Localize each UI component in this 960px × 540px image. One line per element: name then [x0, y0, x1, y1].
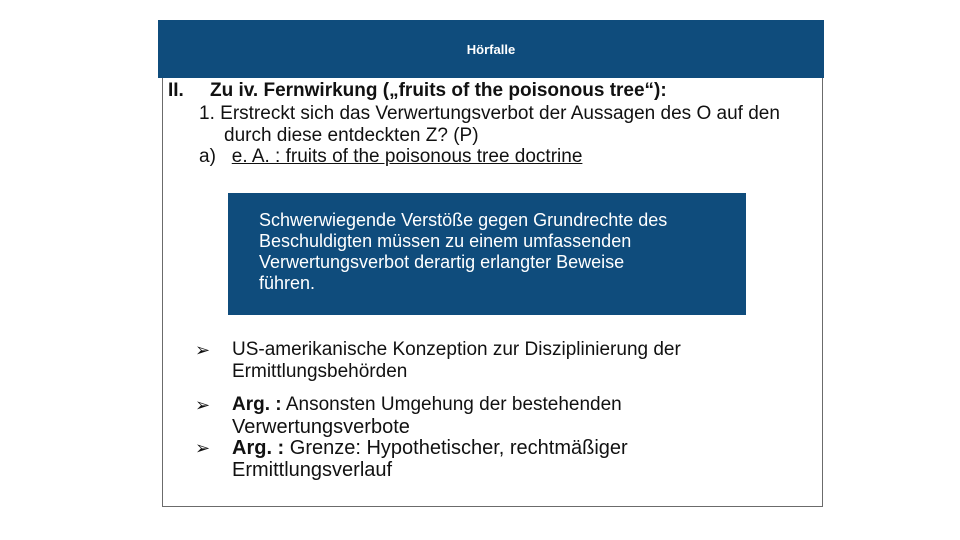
item-1-number: 1. — [199, 103, 215, 124]
arrow-bullet-icon: ➢ — [195, 395, 211, 415]
arrow-bullet-icon: ➢ — [195, 340, 211, 360]
quote-box — [228, 193, 746, 315]
bullet-2-line-2: Verwertungsverbote — [232, 416, 410, 438]
header-title: Hörfalle — [466, 41, 516, 57]
item-a-marker: a) — [199, 146, 216, 167]
bullet-1-line-1: US-amerikanische Konzeption zur Disziplinierung der — [232, 339, 681, 360]
quote-line-4: führen. — [259, 273, 316, 293]
section-heading-text: Zu iv. Fernwirkung („fruits of the poisonous tree“): — [210, 80, 667, 101]
section-number: II. — [168, 80, 184, 101]
arrow-bullet-icon: ➢ — [195, 438, 211, 458]
bullet-2-bold: Arg. : — [232, 394, 282, 415]
item-1-line-1: Erstreckt sich das Verwertungsverbot der Aussagen des O auf den — [220, 103, 780, 124]
item-1 — [199, 102, 780, 125]
section-heading — [168, 80, 667, 102]
quote-line-2: Beschuldigten müssen zu einem umfassenden — [259, 231, 632, 251]
item-a — [199, 145, 582, 168]
bullet-3-line-1: Grenze: Hypothetischer, rechtmäßiger — [284, 437, 628, 459]
bullet-3-line-2: Ermittlungsverlauf — [232, 459, 393, 481]
quote-line-1: Schwerwiegende Verstöße gegen Grundrechte des — [259, 210, 668, 230]
item-a-text: e. A. : fruits of the poisonous tree doctrine — [231, 146, 583, 167]
bullet-3-bold: Arg. : — [232, 437, 285, 459]
quote-line-3: Verwertungsverbot derartig erlangter Beweise — [259, 252, 625, 272]
bullet-2-line-1: Ansonsten Umgehung der bestehenden — [281, 394, 622, 415]
bullet-2-text — [232, 394, 622, 438]
item-1-line-2: durch diese entdeckten Z? (P) — [224, 125, 479, 146]
bullet-1-line-2: Ermittlungsbehörden — [232, 361, 408, 382]
bullet-1-text — [232, 339, 681, 383]
header-bar — [158, 20, 824, 78]
bullet-3-text — [232, 437, 628, 481]
